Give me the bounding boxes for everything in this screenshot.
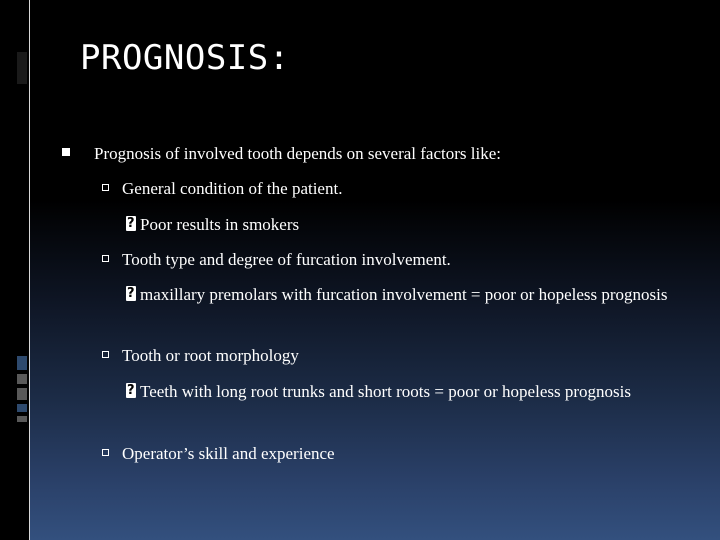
vertical-divider	[29, 0, 30, 540]
hollow-square-icon	[102, 184, 109, 191]
deco-block-gray-2	[17, 388, 27, 400]
factor-label: Operator’s skill and experience	[122, 444, 335, 463]
slide-title: PROGNOSIS:	[80, 38, 290, 78]
deco-block-gray-3	[17, 416, 27, 422]
missing-glyph-icon	[126, 383, 136, 398]
factor-detail-text: maxillary premolars with furcation involvement = poor or hopeless prognosis	[140, 285, 668, 304]
main-bullet-text: Prognosis of involved tooth depends on several factors like:	[94, 144, 501, 163]
factor-detail-text: Teeth with long root trunks and short roots = poor or hopeless prognosis	[140, 382, 631, 401]
factor-detail-text: Poor results in smokers	[140, 215, 300, 234]
filled-square-icon	[62, 148, 70, 156]
hollow-square-icon	[102, 351, 109, 358]
missing-glyph-icon	[126, 216, 136, 231]
hollow-square-icon	[102, 449, 109, 456]
hollow-square-icon	[102, 255, 109, 262]
missing-glyph-icon	[126, 286, 136, 301]
deco-block-blue-1	[17, 356, 27, 370]
deco-block-dark	[17, 52, 27, 84]
deco-block-gray-1	[17, 374, 27, 384]
factor-label: General condition of the patient.	[122, 179, 343, 198]
deco-block-blue-2	[17, 404, 27, 412]
factor-label: Tooth type and degree of furcation involvement.	[122, 250, 451, 269]
factor-label: Tooth or root morphology	[122, 346, 299, 365]
